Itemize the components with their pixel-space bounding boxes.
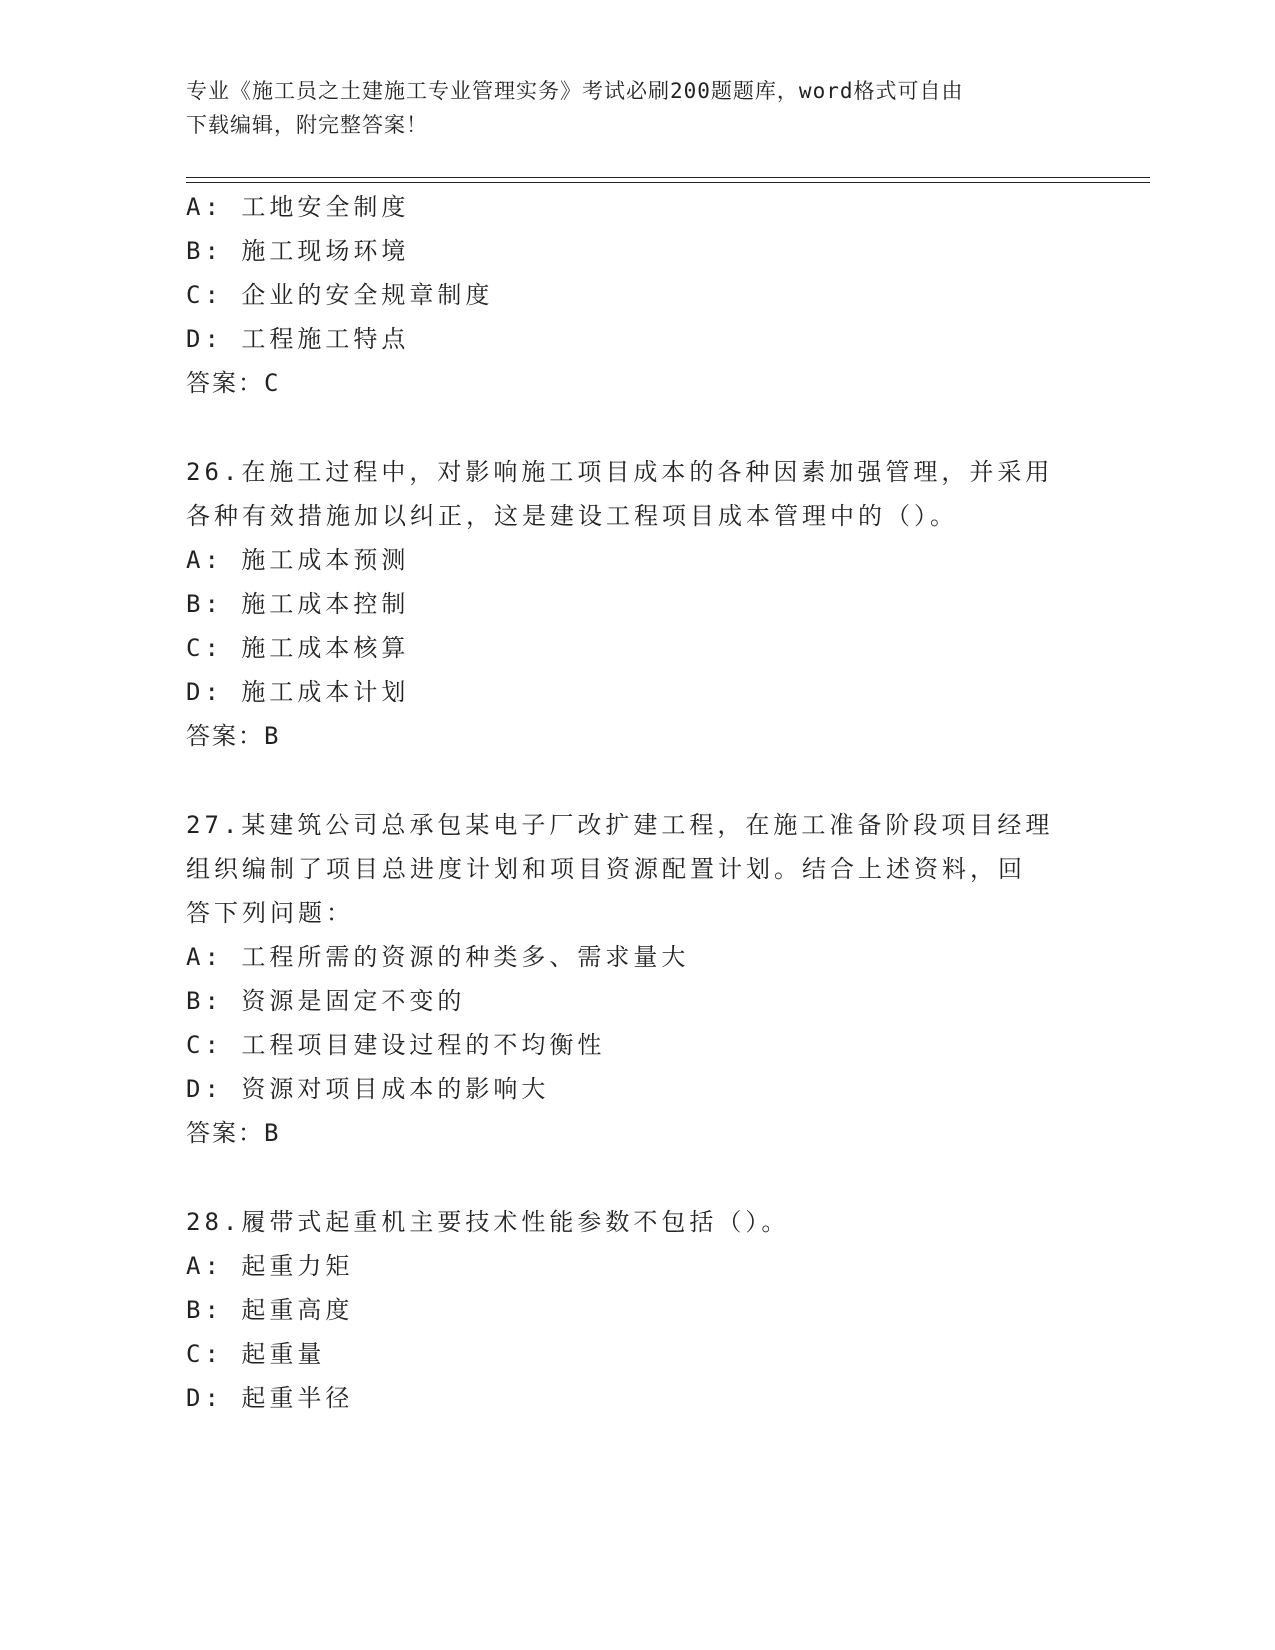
q27-stem-line-3: 答下列问题： xyxy=(186,899,354,927)
q28-stem-line-1: 28.履带式起重机主要技术性能参数不包括（）。 xyxy=(186,1208,790,1236)
q26-stem-line-1: 26.在施工过程中，对影响施工项目成本的各种因素加强管理，并采用 xyxy=(186,458,1054,486)
q28-option-b: B: 起重高度 xyxy=(186,1296,354,1324)
document-header xyxy=(186,74,1066,142)
q27-stem-line-1: 27.某建筑公司总承包某电子厂改扩建工程，在施工准备阶段项目经理 xyxy=(186,811,1054,839)
q26-stem-line-2: 各种有效措施加以纠正，这是建设工程项目成本管理中的（）。 xyxy=(186,502,958,530)
q26-option-c: C: 施工成本核算 xyxy=(186,634,410,662)
q26-option-d: D: 施工成本计划 xyxy=(186,678,410,706)
q26-option-a: A: 施工成本预测 xyxy=(186,546,410,574)
q27-answer: 答案：B xyxy=(186,1119,281,1147)
q27-option-a: A: 工程所需的资源的种类多、需求量大 xyxy=(186,943,690,971)
q26-answer: 答案：B xyxy=(186,722,281,750)
q27-option-b: B: 资源是固定不变的 xyxy=(186,987,466,1015)
q28-option-c: C: 起重量 xyxy=(186,1340,326,1368)
q27-option-c: C: 工程项目建设过程的不均衡性 xyxy=(186,1031,606,1059)
header-line-1: 专业《施工员之土建施工专业管理实务》考试必刷200题题库，word格式可自由 xyxy=(186,79,964,103)
q28-option-d: D: 起重半径 xyxy=(186,1384,354,1412)
q25-option-a: A: 工地安全制度 xyxy=(186,193,410,221)
header-rule-top xyxy=(186,177,1150,178)
header-rule-bottom xyxy=(186,182,1150,183)
q28-option-a: A: 起重力矩 xyxy=(186,1252,354,1280)
q25-option-d: D: 工程施工特点 xyxy=(186,325,410,353)
q27-stem-line-2: 组织编制了项目总进度计划和项目资源配置计划。结合上述资料，回 xyxy=(186,855,1026,883)
q25-option-b: B: 施工现场环境 xyxy=(186,237,410,265)
q27-option-d: D: 资源对项目成本的影响大 xyxy=(186,1075,550,1103)
header-line-2: 下载编辑，附完整答案！ xyxy=(186,113,428,137)
q25-option-c: C: 企业的安全规章制度 xyxy=(186,281,494,309)
q26-option-b: B: 施工成本控制 xyxy=(186,590,410,618)
q25-answer: 答案：C xyxy=(186,369,281,397)
